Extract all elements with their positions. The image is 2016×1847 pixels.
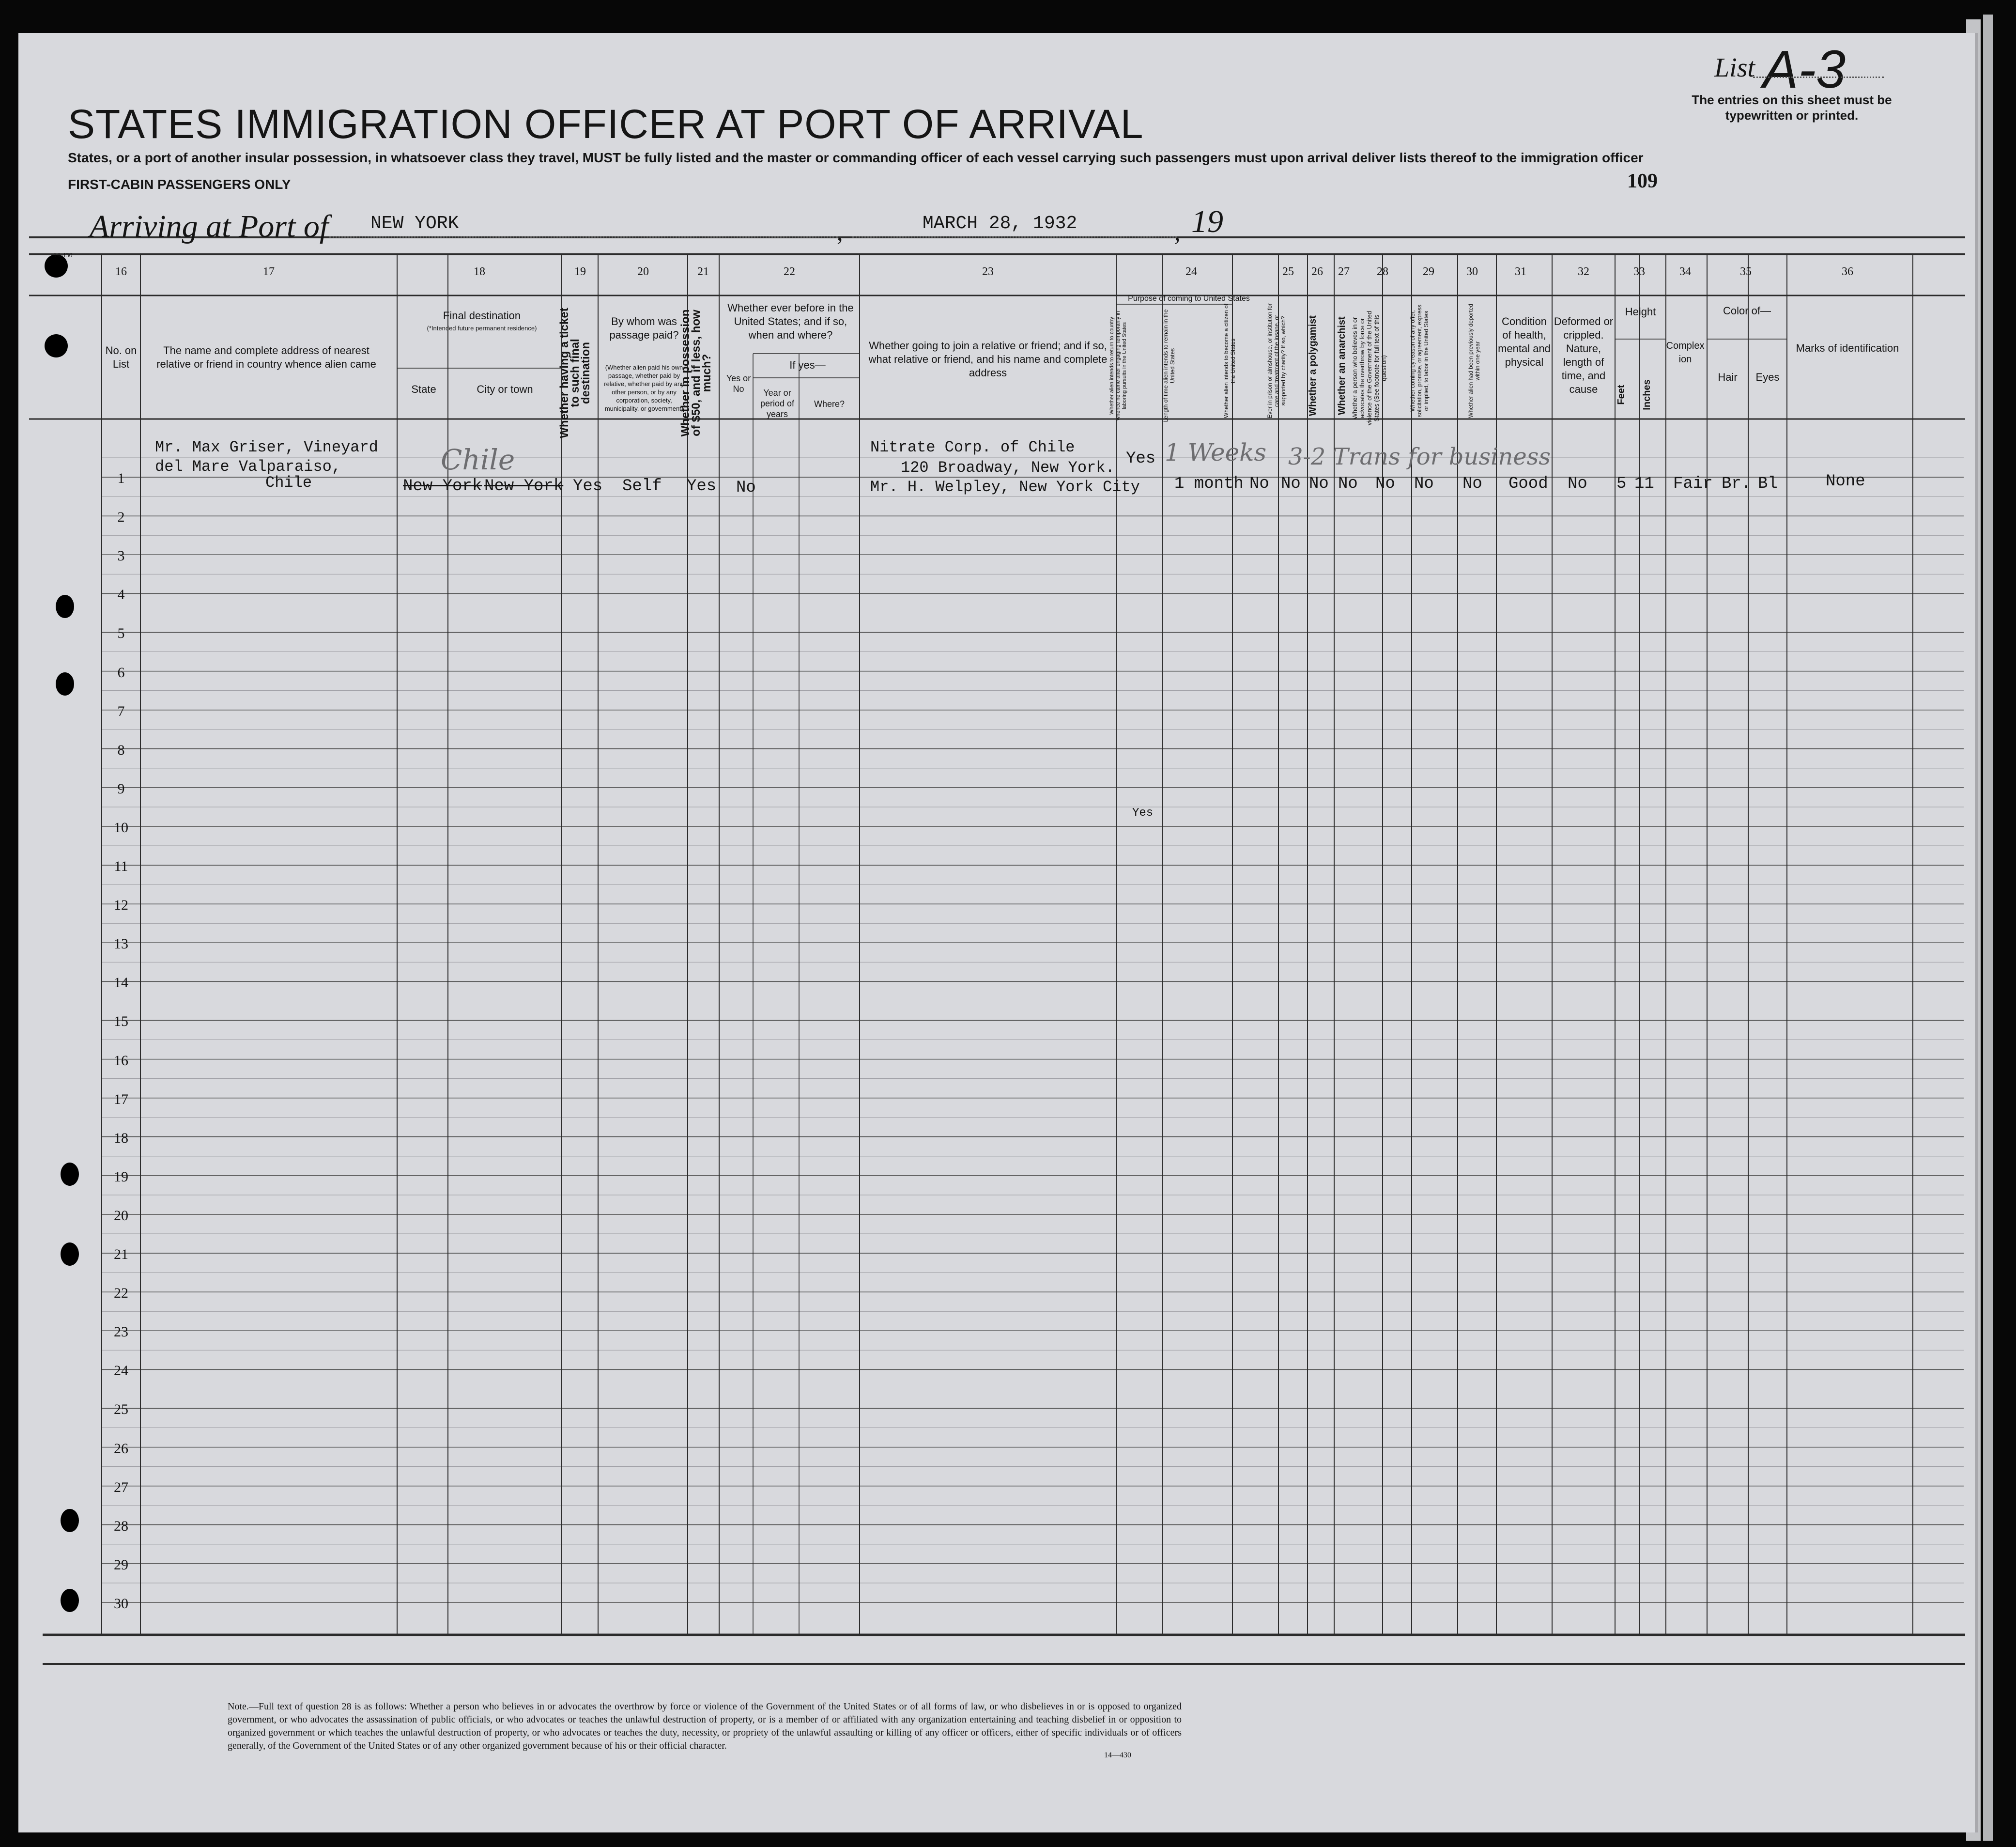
- column-number: 32: [1578, 265, 1589, 278]
- entry-relative-line2: del Mare Valparaiso,: [155, 458, 341, 476]
- header-eyes: Eyes: [1755, 371, 1780, 383]
- row-number: 27: [114, 1479, 128, 1495]
- row-number: 3: [117, 548, 125, 564]
- row-number: 2: [117, 509, 125, 526]
- header-anarchist: Whether an anarchist: [1337, 316, 1347, 415]
- row-number: 15: [114, 1013, 128, 1030]
- column-number: 33: [1633, 265, 1645, 278]
- cabin-class: FIRST-CABIN PASSENGERS ONLY: [68, 177, 291, 192]
- entry-ticket: Yes: [573, 477, 603, 496]
- entry-anarchist: No: [1338, 475, 1358, 493]
- stray-mark: Yes: [1132, 807, 1154, 820]
- row-number: 22: [114, 1285, 128, 1302]
- column-number: 22: [784, 265, 795, 278]
- column-number: 17: [263, 265, 275, 278]
- form-subtitle: States, or a port of another insular possession, in whatsoever class they travel, MUST be fully listed and the master or commanding officer of each vessel carrying such passengers must upon arrival deliver lists thereof to the immigration officer: [68, 150, 1644, 165]
- comma: ,: [1174, 218, 1181, 246]
- date-value: MARCH 28, 1932: [923, 213, 1077, 234]
- column-number: 18: [474, 265, 485, 278]
- header-final-destination-note: (*Intended future permanent residence): [427, 325, 537, 332]
- column-number: 19: [574, 265, 586, 278]
- row-number: 6: [117, 664, 125, 681]
- entry-join-line1: Nitrate Corp. of Chile: [870, 438, 1075, 456]
- row-number: 12: [114, 897, 128, 914]
- header-color-of: Color of—: [1723, 305, 1771, 317]
- arriving-label: Arriving at Port of: [90, 209, 329, 244]
- row-number: 25: [114, 1401, 128, 1418]
- header-where: Where?: [814, 399, 845, 409]
- column-number: 28: [1377, 265, 1388, 278]
- entry-relative-line3: Chile: [265, 474, 312, 492]
- typewritten-notice: The entries on this sheet must be typewritten or printed.: [1692, 93, 1892, 123]
- entry-prison: No: [1281, 475, 1301, 493]
- header-purpose-citizen: Whether alien intends to become a citizen of the United States: [1223, 303, 1236, 419]
- header-complexion: Complexion: [1666, 341, 1705, 365]
- row-number: 26: [114, 1440, 128, 1457]
- entry-money: Yes: [687, 477, 717, 496]
- entry-relative-line1: Mr. Max Griser, Vineyard: [155, 438, 378, 456]
- header-join: Whether going to join a relative or friend; and if so, what relative or friend, and his name and complete address: [868, 340, 1108, 379]
- entry-join-line2: 120 Broadway, New York.: [901, 459, 1115, 477]
- row-number: 19: [114, 1168, 128, 1185]
- form-number: 14-430: [53, 252, 73, 259]
- column-number: 34: [1679, 265, 1691, 278]
- footnote: Note.—Full text of question 28 is as follows: Whether a person who believes in or advocates the overthrow by force or violence of the Government of the United States or of all forms of law, or who disbelieves in or is opposed to organized government, or who advocates the assassination of public officials, or who advocates or teaches the unlawful destruction of property, or is a member of or affiliated with any organization entertaining and teaching disbelief in or opposition to organized government or which teaches the unlawful destruction of property, or who advocates or teaches the duty, necessity, or propriety of the unlawful assaulting or killing of any officer or officers, either of specific individuals or of officers generally, of the Government of the United States or of any other organized government because of his or their official character.: [228, 1701, 1182, 1751]
- column-number: 35: [1740, 265, 1752, 278]
- row-number: 23: [114, 1324, 128, 1340]
- header-before: Whether ever before in the United States; and if so, when and where?: [727, 302, 854, 341]
- entry-join-line3: Mr. H. Welpley, New York City: [870, 478, 1140, 496]
- header-ticket: Whether having a ticket to such final destination: [558, 308, 592, 438]
- row-number: 1: [117, 470, 125, 486]
- column-number: 29: [1423, 265, 1434, 278]
- header-paid-by-note: (Whether alien paid his own passage, whether paid by relative, whether paid by any other person, or by any corporation, society, municipality, or government): [604, 364, 684, 412]
- header-final-destination: Final destination: [443, 310, 521, 322]
- header-contract: Whether coming by reason of any offer, solicitation, promise, or agreement, express or implied, to labor in the United States: [1409, 304, 1430, 418]
- entry-overthrow: No: [1375, 475, 1395, 493]
- entry-length-correction: 1 Weeks: [1165, 438, 1267, 466]
- row-number: 29: [114, 1556, 128, 1573]
- row-number: 4: [117, 587, 125, 603]
- entry-polygamist: No: [1309, 475, 1329, 493]
- year-prefix: 19: [1191, 204, 1223, 239]
- port-line: [329, 236, 838, 238]
- entry-state: New York: [403, 477, 482, 496]
- column-number: 25: [1282, 265, 1294, 278]
- row-number: 18: [114, 1130, 128, 1146]
- entry-feet: 5: [1616, 475, 1627, 493]
- entry-complexion: Fair: [1673, 475, 1713, 493]
- header-polygamist: Whether a polygamist: [1308, 315, 1318, 416]
- column-number: 26: [1311, 265, 1323, 278]
- row-number: 11: [114, 858, 128, 874]
- column-number: 21: [697, 265, 709, 278]
- list-label: List: [1714, 53, 1755, 83]
- entry-length: 1 month: [1174, 475, 1244, 493]
- entry-contract: No: [1414, 475, 1434, 493]
- header-prison: Ever in prison or almshouse, or institution for care and treatment of the insane, or supported by charity? If so, which?: [1266, 303, 1287, 419]
- row-number: 16: [114, 1052, 128, 1069]
- column-number: 23: [982, 265, 994, 278]
- header-purpose: Purpose of coming to United States: [1128, 295, 1250, 303]
- header-paid-by: By whom was passage paid?: [609, 315, 679, 341]
- row-number: 8: [117, 742, 125, 758]
- entry-hair: Br.: [1722, 475, 1752, 493]
- column-number: 27: [1338, 265, 1350, 278]
- entry-marks: None: [1826, 472, 1865, 491]
- header-no-on-list: No. on List: [105, 344, 137, 370]
- header-height: Height: [1625, 306, 1656, 318]
- header-state: State: [411, 383, 436, 395]
- row-number: 13: [114, 936, 128, 952]
- row-number: 17: [114, 1091, 128, 1107]
- header-yes-or-no: Yes or No: [726, 373, 751, 394]
- header-deformed: Deformed or crippled. Nature, length of time, and cause: [1554, 315, 1614, 395]
- header-city: City or town: [477, 383, 533, 395]
- footnote-form-number: 14—430: [1104, 1751, 1131, 1759]
- column-number: 31: [1515, 265, 1526, 278]
- entry-deported: No: [1462, 475, 1482, 493]
- header-hair: Hair: [1718, 371, 1738, 383]
- header-relative: The name and complete address of nearest relative or friend in country whence alien came: [156, 344, 376, 370]
- entry-citizen: No: [1249, 475, 1269, 493]
- list-value: A-3: [1763, 40, 1846, 99]
- header-purpose-length: Length of time alien intends to remain in the United States: [1162, 309, 1176, 422]
- column-number: 20: [637, 265, 649, 278]
- port-value: NEW YORK: [370, 213, 459, 234]
- column-number: 24: [1185, 265, 1197, 278]
- entry-health: Good: [1508, 475, 1548, 493]
- header-money: Whether in possession of $50, and if less, how much?: [679, 309, 713, 437]
- row-number: 28: [114, 1518, 128, 1534]
- header-feet: Feet: [1616, 385, 1627, 405]
- list-line: [1753, 77, 1884, 78]
- entry-city: New York: [484, 477, 564, 496]
- row-number: 30: [114, 1595, 128, 1612]
- header-if-yes: If yes—: [789, 359, 826, 371]
- row-number: 21: [114, 1246, 128, 1262]
- entry-inches: 11: [1634, 475, 1654, 493]
- header-marks: Marks of identification: [1796, 342, 1899, 354]
- entry-annotation: 3-2 Trans for business: [1288, 443, 1551, 470]
- row-number: 14: [114, 975, 128, 991]
- header-year-period: Year or period of years: [760, 388, 795, 419]
- column-number: 16: [115, 265, 127, 278]
- entry-return: Yes: [1126, 450, 1156, 468]
- header-purpose-return: Whether alien intends to return to country whence he came after engaging temporarily in laboring pursuits in the United States: [1109, 311, 1127, 420]
- header-deported: Whether alien had been previously deported within one year: [1467, 304, 1481, 418]
- entry-before: No: [736, 479, 756, 497]
- header-inches: Inches: [1642, 379, 1652, 410]
- row-number: 24: [114, 1363, 128, 1379]
- row-number: 5: [117, 625, 125, 642]
- sheet-number: 109: [1627, 170, 1658, 192]
- header-health: Condition of health, mental and physical: [1498, 315, 1551, 368]
- row-number: 10: [114, 819, 128, 836]
- form-title: STATES IMMIGRATION OFFICER AT PORT OF ARRIVAL: [68, 101, 1144, 147]
- date-line: [852, 236, 1177, 238]
- row-number: 20: [114, 1207, 128, 1224]
- entry-eyes: Bl: [1758, 475, 1778, 493]
- header-overthrow: Whether a person who believes in or advocates the overthrow by force or violence of the Government of the United States (See footnote for full text of this question): [1351, 310, 1387, 426]
- comma: ,: [837, 218, 843, 246]
- column-number: 30: [1466, 265, 1478, 278]
- row-number: 9: [117, 780, 125, 797]
- row-number: 7: [117, 703, 125, 719]
- column-number: 36: [1842, 265, 1853, 278]
- entry-state-correction: Chile: [441, 443, 515, 476]
- entry-paid-by: Self: [622, 477, 662, 496]
- entry-deformed: No: [1568, 475, 1587, 493]
